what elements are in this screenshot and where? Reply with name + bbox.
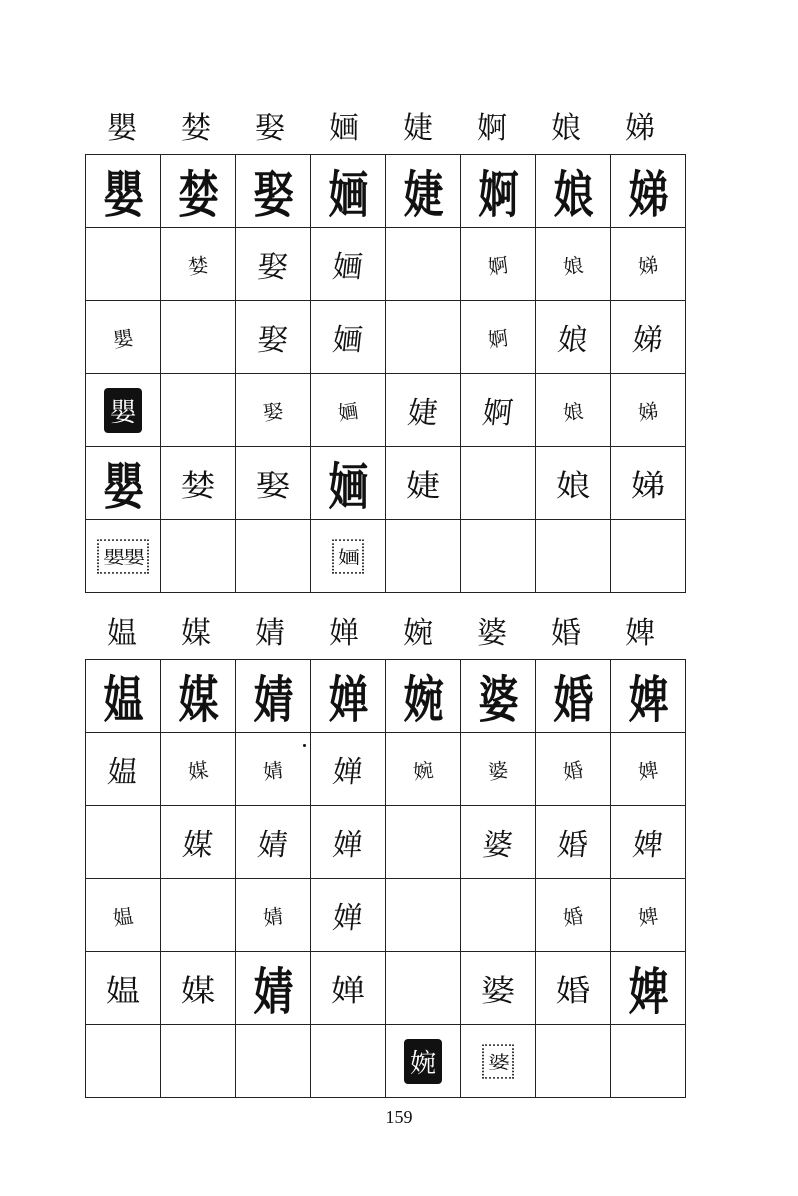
- glyph-cell: [86, 806, 161, 879]
- glyph-cell: [311, 228, 386, 301]
- glyph-cell: [611, 374, 686, 447]
- glyph-cell: [386, 806, 461, 879]
- script-glyph: 婳: [336, 398, 360, 425]
- glyph-cell: [386, 879, 461, 952]
- script-glyph: 婀: [486, 252, 510, 279]
- script-glyph: 婳: [330, 323, 365, 358]
- script-glyph: 婢: [628, 670, 668, 730]
- glyph-cell: [161, 660, 236, 733]
- glyph-cell: [461, 660, 536, 733]
- glyph-cell: [386, 660, 461, 733]
- header-character: 婀: [477, 111, 507, 146]
- script-glyph: 婢: [630, 828, 665, 863]
- script-glyph: 婵: [328, 670, 368, 730]
- script-glyph: 婵: [330, 828, 365, 863]
- glyph-cell: [161, 374, 236, 447]
- glyph-cell: [86, 879, 161, 952]
- page-number: 159: [385, 1107, 413, 1127]
- glyph-cell: [611, 301, 686, 374]
- script-glyph: 婚: [555, 974, 591, 1009]
- glyph-cell: [536, 301, 611, 374]
- script-glyph: 婪: [178, 165, 218, 225]
- script-glyph: 婧: [261, 903, 285, 930]
- glyph-cell: [161, 952, 236, 1025]
- glyph-cell: [386, 520, 461, 593]
- glyph-cell: [86, 447, 161, 520]
- glyph-cell: [161, 155, 236, 228]
- script-glyph: 娣: [636, 252, 660, 279]
- header-character: 婵: [329, 616, 359, 651]
- glyph-row: [86, 806, 686, 879]
- glyph-cell: [461, 447, 536, 520]
- glyph-cell: [386, 1025, 461, 1098]
- glyph-cell: [386, 374, 461, 447]
- glyph-cell: [86, 1025, 161, 1098]
- script-glyph: 娘: [561, 398, 585, 425]
- glyph-cell: [611, 952, 686, 1025]
- script-glyph: 婵: [330, 755, 365, 790]
- glyph-cell: [236, 520, 311, 593]
- header-character: 婚: [551, 616, 581, 651]
- header-character: 婳: [329, 111, 359, 146]
- glyph-cell: [611, 1025, 686, 1098]
- script-glyph: 婧: [255, 828, 290, 863]
- glyph-cell: [536, 520, 611, 593]
- script-glyph: 娣: [628, 165, 668, 225]
- script-glyph: 媪: [103, 670, 143, 730]
- glyph-cell: [386, 155, 461, 228]
- script-glyph: 娶: [255, 469, 291, 504]
- script-glyph: 娘: [561, 252, 585, 279]
- glyph-cell: [161, 733, 236, 806]
- glyph-cell: [536, 660, 611, 733]
- character-table-top: [85, 104, 677, 593]
- script-glyph: 媪: [105, 974, 141, 1009]
- glyph-cell: [236, 374, 311, 447]
- glyph-cell: [536, 155, 611, 228]
- script-glyph: 婕: [405, 396, 440, 431]
- glyph-cell: [386, 733, 461, 806]
- script-glyph: 娣: [630, 323, 665, 358]
- script-glyph: 婧: [253, 670, 293, 730]
- script-glyph: 婵: [330, 901, 365, 936]
- glyph-cell: [311, 660, 386, 733]
- script-glyph: 嬰: [104, 388, 142, 433]
- header-character: 婪: [181, 111, 211, 146]
- script-glyph: 婀: [486, 325, 510, 352]
- glyph-cell: [161, 301, 236, 374]
- script-glyph: 婉: [403, 670, 443, 730]
- script-glyph: 媒: [186, 757, 210, 784]
- glyph-cell: [86, 301, 161, 374]
- script-glyph: 媒: [180, 974, 216, 1009]
- glyph-cell: [311, 806, 386, 879]
- glyph-cell: [611, 733, 686, 806]
- script-glyph: 婵: [330, 974, 366, 1009]
- glyph-cell: [536, 806, 611, 879]
- script-glyph: 婧: [261, 757, 285, 784]
- glyph-cell: [611, 806, 686, 879]
- glyph-cell: [461, 952, 536, 1025]
- script-glyph: 婚: [555, 828, 590, 863]
- glyph-cell: [161, 1025, 236, 1098]
- glyph-cell: [536, 447, 611, 520]
- script-glyph: 婳: [332, 539, 364, 573]
- glyph-cell: [161, 228, 236, 301]
- script-glyph: 婕: [405, 469, 441, 504]
- header-character: 嬰: [107, 111, 137, 146]
- glyph-cell: [236, 733, 311, 806]
- glyph-cell: [611, 660, 686, 733]
- glyph-cell: [311, 733, 386, 806]
- script-glyph: 婆: [478, 670, 518, 730]
- script-glyph: 婆: [486, 757, 510, 784]
- glyph-cell: [461, 520, 536, 593]
- glyph-cell: [86, 228, 161, 301]
- script-glyph: 媒: [178, 670, 218, 730]
- glyph-row: [86, 952, 686, 1025]
- script-glyph: 婀: [480, 396, 515, 431]
- glyph-row: [86, 301, 686, 374]
- header-character: 娘: [551, 111, 581, 146]
- script-glyph: 婧: [253, 962, 293, 1022]
- script-glyph: 婢: [628, 962, 668, 1022]
- glyph-cell: [536, 879, 611, 952]
- glyph-cell: [86, 374, 161, 447]
- script-glyph: 娶: [255, 323, 290, 358]
- script-glyph: 婆: [480, 828, 515, 863]
- glyph-cell: [536, 228, 611, 301]
- glyph-cell: [311, 952, 386, 1025]
- script-glyph: 婕: [403, 165, 443, 225]
- glyph-grid-top: [85, 154, 686, 593]
- character-table-bottom: [85, 609, 677, 1098]
- header-character: 婢: [625, 616, 655, 651]
- glyph-cell: [461, 1025, 536, 1098]
- header-character: 婕: [403, 111, 433, 146]
- glyph-cell: [536, 1025, 611, 1098]
- glyph-row: [86, 879, 686, 952]
- header-character: 媒: [181, 616, 211, 651]
- script-glyph: 娘: [553, 165, 593, 225]
- script-glyph: 婚: [561, 903, 585, 930]
- script-glyph: 娘: [555, 323, 590, 358]
- glyph-cell: [386, 952, 461, 1025]
- script-glyph: 婆: [482, 1044, 514, 1078]
- header-character: 婧: [255, 616, 285, 651]
- glyph-cell: [236, 660, 311, 733]
- script-glyph: 婉: [404, 1039, 442, 1084]
- glyph-cell: [311, 1025, 386, 1098]
- glyph-cell: [236, 301, 311, 374]
- script-glyph: 娶: [255, 250, 290, 285]
- glyph-cell: [236, 228, 311, 301]
- glyph-row: [86, 660, 686, 733]
- glyph-cell: [311, 520, 386, 593]
- glyph-cell: [236, 1025, 311, 1098]
- glyph-cell: [86, 155, 161, 228]
- glyph-cell: [611, 520, 686, 593]
- glyph-row: [86, 228, 686, 301]
- header-row-bottom: [85, 609, 677, 659]
- script-glyph: 婀: [478, 165, 518, 225]
- glyph-cell: [386, 447, 461, 520]
- script-glyph: 娣: [630, 469, 666, 504]
- script-glyph: 婆: [480, 974, 516, 1009]
- script-glyph: 嬰嬰: [97, 539, 149, 573]
- glyph-cell: [386, 228, 461, 301]
- header-character: 婉: [403, 616, 433, 651]
- glyph-cell: [236, 447, 311, 520]
- script-glyph: 嬰: [103, 165, 143, 225]
- glyph-cell: [161, 520, 236, 593]
- header-character: 娣: [625, 111, 655, 146]
- glyph-cell: [236, 952, 311, 1025]
- glyph-cell: [461, 228, 536, 301]
- script-glyph: 婪: [186, 252, 210, 279]
- glyph-cell: [536, 952, 611, 1025]
- script-glyph: 娶: [261, 398, 285, 425]
- glyph-cell: [311, 301, 386, 374]
- glyph-cell: [386, 301, 461, 374]
- glyph-cell: [86, 733, 161, 806]
- script-glyph: 婳: [328, 165, 368, 225]
- script-glyph: 娣: [636, 398, 660, 425]
- glyph-cell: [536, 733, 611, 806]
- glyph-cell: [236, 806, 311, 879]
- glyph-cell: [161, 806, 236, 879]
- glyph-grid-bottom: [85, 659, 686, 1098]
- script-glyph: 婳: [330, 250, 365, 285]
- glyph-cell: [461, 374, 536, 447]
- glyph-row: [86, 520, 686, 593]
- glyph-row: [86, 155, 686, 228]
- glyph-row: [86, 447, 686, 520]
- glyph-cell: [611, 228, 686, 301]
- glyph-row: [86, 374, 686, 447]
- script-glyph: 娘: [555, 469, 591, 504]
- script-glyph: 媪: [111, 903, 135, 930]
- glyph-cell: [161, 879, 236, 952]
- glyph-cell: [311, 879, 386, 952]
- glyph-cell: [461, 733, 536, 806]
- glyph-cell: [611, 155, 686, 228]
- glyph-cell: [86, 952, 161, 1025]
- glyph-cell: [611, 879, 686, 952]
- glyph-cell: [461, 806, 536, 879]
- script-glyph: 媪: [105, 755, 140, 790]
- script-glyph: 媒: [180, 828, 215, 863]
- glyph-row: [86, 733, 686, 806]
- script-glyph: 婉: [411, 757, 435, 784]
- glyph-row: [86, 1025, 686, 1098]
- glyph-cell: [86, 520, 161, 593]
- script-glyph: 娶: [253, 165, 293, 225]
- script-glyph: 婪: [180, 469, 216, 504]
- glyph-cell: [311, 155, 386, 228]
- script-glyph: 婳: [328, 457, 368, 517]
- script-glyph: 嬰: [111, 325, 135, 352]
- script-glyph: 嬰: [103, 457, 143, 517]
- glyph-cell: [311, 447, 386, 520]
- script-glyph: 婢: [636, 757, 660, 784]
- glyph-cell: [536, 374, 611, 447]
- glyph-cell: [461, 155, 536, 228]
- header-character: 娶: [255, 111, 285, 146]
- header-character: 媪: [107, 616, 137, 651]
- script-glyph: 婢: [636, 903, 660, 930]
- glyph-cell: [236, 879, 311, 952]
- glyph-cell: [461, 879, 536, 952]
- glyph-cell: [86, 660, 161, 733]
- script-glyph: 婚: [561, 757, 585, 784]
- script-glyph: 婚: [553, 670, 593, 730]
- header-row-top: [85, 104, 677, 154]
- glyph-cell: [311, 374, 386, 447]
- ink-speck: [303, 744, 306, 747]
- header-character: 婆: [477, 616, 507, 651]
- glyph-cell: [236, 155, 311, 228]
- glyph-cell: [461, 301, 536, 374]
- glyph-cell: [161, 447, 236, 520]
- glyph-cell: [611, 447, 686, 520]
